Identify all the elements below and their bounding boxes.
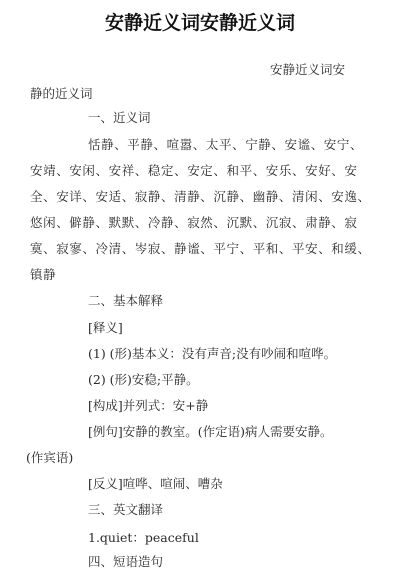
synonyms-line: 全、安详、安适、寂静、清静、沉静、幽静、清闲、安逸、 [30, 189, 371, 204]
subtitle-part1: 安静近义词安 [270, 62, 346, 77]
example-sentence: [例句]安静的教室。(作定语)病人需要安静。 [88, 424, 333, 439]
meaning-1: (1) (形)基本义：没有声音;没有吵闹和喧哗。 [88, 346, 337, 361]
translation-line: 1.quiet：peaceful [88, 530, 199, 545]
synonyms-line: 镇静 [30, 267, 57, 282]
meaning-label: [释义] [88, 320, 123, 335]
section-heading-translation: 三、英文翻译 [88, 502, 164, 517]
section-heading-basic-explanation: 二、基本解释 [88, 293, 164, 308]
meaning-2: (2) (形)安稳;平静。 [88, 372, 199, 387]
section-heading-phrases: 四、短语造句 [88, 554, 164, 569]
document-title: 安静近义词安静近义词 [104, 12, 295, 34]
synonyms-line: 悠闲、僻静、默默、冷静、寂然、沉默、沉寂、肃静、寂 [30, 215, 358, 230]
subtitle-part2: 静的近义词 [30, 86, 93, 101]
synonyms-line: 寞、寂寥、冷清、岑寂、静谧、平宁、平和、平安、和缓、 [30, 241, 371, 256]
structure-line: [构成]并列式：安+静 [88, 398, 209, 413]
section-heading-synonyms: 一、近义词 [88, 110, 151, 125]
synonyms-line: 安靖、安闲、安祥、稳定、安定、和平、安乐、安好、安 [30, 163, 358, 178]
example-continuation: (作宾语) [26, 450, 74, 465]
synonyms-line: 恬静、平静、喧嚣、太平、宁静、安谧、安宁、 [88, 137, 364, 152]
antonyms-line: [反义]喧哗、喧闹、嘈杂 [88, 476, 223, 491]
